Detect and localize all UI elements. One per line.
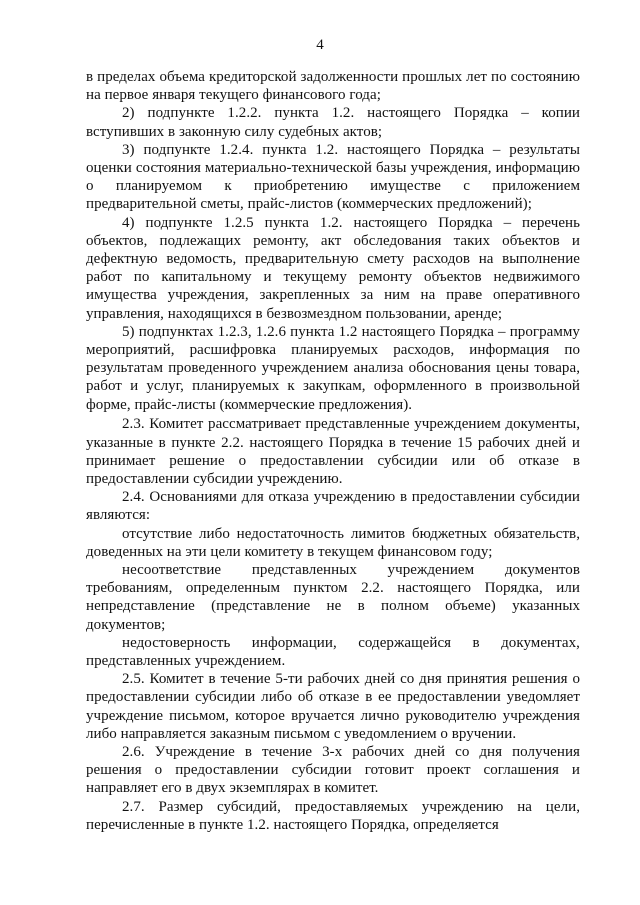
paragraph-refusal-reason-2: несоответствие представленных учреждением документов требованиям, определенным пунктом 2.2. настоящего Порядка, или непредставление (представление не в полном объеме) указанных документов; xyxy=(86,561,580,633)
page-number: 4 xyxy=(316,37,324,53)
paragraph-subitem-5: 5) подпунктах 1.2.3, 1.2.6 пункта 1.2 настоящего Порядка – программу мероприятий, расшифровка планируемых расходов, информация по результатам проведенного учреждением анализа обоснования цены товара, работ и услуг, планируемых к закупкам, оформленного в произвольной форме, прайс-листы (коммерческие предложения). xyxy=(86,323,580,413)
paragraph-2-4: 2.4. Основаниями для отказа учреждению в предоставлении субсидии являются: xyxy=(86,489,580,524)
paragraph-2-7: 2.7. Размер субсидий, предоставляемых учреждению на цели, перечисленные в пункте 1.2. настоящего Порядка, определяется xyxy=(86,798,580,833)
paragraph-refusal-reason-3: недостоверность информации, содержащейся в документах, представленных учреждением. xyxy=(86,634,580,669)
paragraph-continuation: в пределах объема кредиторской задолженности прошлых лет по состоянию на первое января текущего финансового года; xyxy=(86,69,580,104)
paragraph-subitem-4: 4) подпункте 1.2.5 пункта 1.2. настоящего Порядка – перечень объектов, подлежащих ремонту, акт обследования таких объектов и дефектную ведомость, предварительную смету расходов на выполнение работ по капитальному и текущему ремонту объектов недвижимого имущества учреждения, закрепленных за ним на праве оперативного управления, находящихся в безвозмездном пользовании, аренде; xyxy=(86,214,580,322)
paragraph-subitem-2: 2) подпункте 1.2.2. пункта 1.2. настоящего Порядка – копии вступивших в законную силу судебных актов; xyxy=(86,105,580,140)
paragraph-2-6: 2.6. Учреждение в течение 3-х рабочих дней со дня получения решения о предоставлении субсидии готовит проект соглашения и направляет его в двух экземплярах в комитет. xyxy=(86,744,580,797)
paragraph-subitem-3: 3) подпункте 1.2.4. пункта 1.2. настоящего Порядка – результаты оценки состояния материально-технической базы учреждения, информацию о планируемом к приобретению имуществе с приложением предварительной сметы, прайс-листов (коммерческих предложений); xyxy=(86,141,580,213)
paragraph-2-5: 2.5. Комитет в течение 5-ти рабочих дней со дня принятия решения о предоставлении субсидии либо об отказе в ее предоставлении уведомляет учреждение письмом, которое вручается лично руководителю учреждения либо направляется заказным письмом с уведомлением о вручении. xyxy=(86,671,580,742)
paragraph-2-3: 2.3. Комитет рассматривает представленные учреждением документы, указанные в пункте 2.2. настоящего Порядка в течение 15 рабочих дней и принимает решение о предоставлении субсидии или об отказе в предоставлении субсидии учреждению. xyxy=(86,416,580,487)
paragraph-refusal-reason-1: отсутствие либо недостаточность лимитов бюджетных обязательств, доведенных на эти цели комитету в текущем финансовом году; xyxy=(86,525,580,560)
document-body xyxy=(86,68,580,834)
